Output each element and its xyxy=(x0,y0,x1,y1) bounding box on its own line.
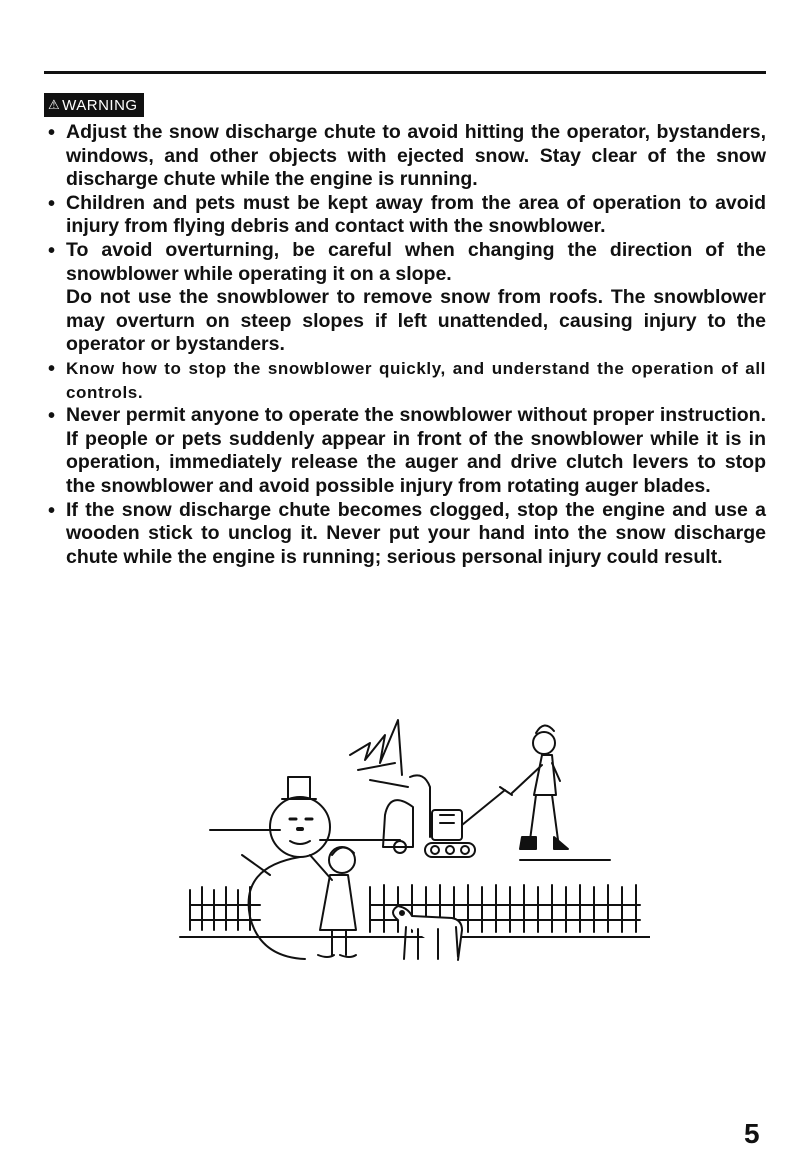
warning-item xyxy=(44,499,766,570)
warning-triangle-icon: ⚠ xyxy=(48,97,61,112)
warning-item xyxy=(44,192,766,239)
warning-text: • To avoid overturning, be careful when changing the direction of the snowblower while operating it on a slope. xyxy=(66,238,766,285)
warning-list xyxy=(44,121,766,569)
snow-spray-icon xyxy=(350,720,408,787)
snowman-icon xyxy=(242,777,330,959)
warning-text: Do not use the snowblower to remove snow from roofs. The snowblower may overturn on steep slopes if left unattended, causing injury to the operator or bystanders. xyxy=(66,286,766,356)
warning-text: • Children and pets must be kept away from the area of operation to avoid injury from flying debris and contact with the snowblower. xyxy=(66,191,766,238)
top-rule xyxy=(44,71,766,74)
warning-item xyxy=(44,357,766,404)
snowblower-icon xyxy=(383,775,512,857)
page-number: 5 xyxy=(744,1118,760,1149)
child-icon xyxy=(310,847,356,957)
warning-item xyxy=(44,404,766,498)
warning-badge xyxy=(44,93,144,117)
warning-item xyxy=(44,239,766,357)
snowblower-safety-illustration xyxy=(170,715,650,970)
dog-icon xyxy=(393,906,462,960)
warning-item xyxy=(44,121,766,192)
warning-text: • Never permit anyone to operate the snowblower without proper instruction. If people or pets suddenly appear in front of the snowblower while it is in operation, immediately release the auger and drive clutch levers to stop the snowblower and avoid possible injury from rotating auger blades. xyxy=(66,404,766,497)
warning-label: WARNING xyxy=(62,96,138,114)
warning-text: • Adjust the snow discharge chute to avoid hitting the operator, bystanders, windows, and other objects with ejected snow. Stay clear of the snow discharge chute while the engine is running. xyxy=(66,121,766,191)
warning-text: • If the snow discharge chute becomes clogged, stop the engine and use a wooden stick to unclog it. Never put your hand into the snow discharge chute while the engine is running; serious personal injury could result. xyxy=(66,498,766,568)
warning-text: • Know how to stop the snowblower quickly, and understand the operation of all controls. xyxy=(66,358,766,402)
operator-person-icon xyxy=(512,725,568,849)
